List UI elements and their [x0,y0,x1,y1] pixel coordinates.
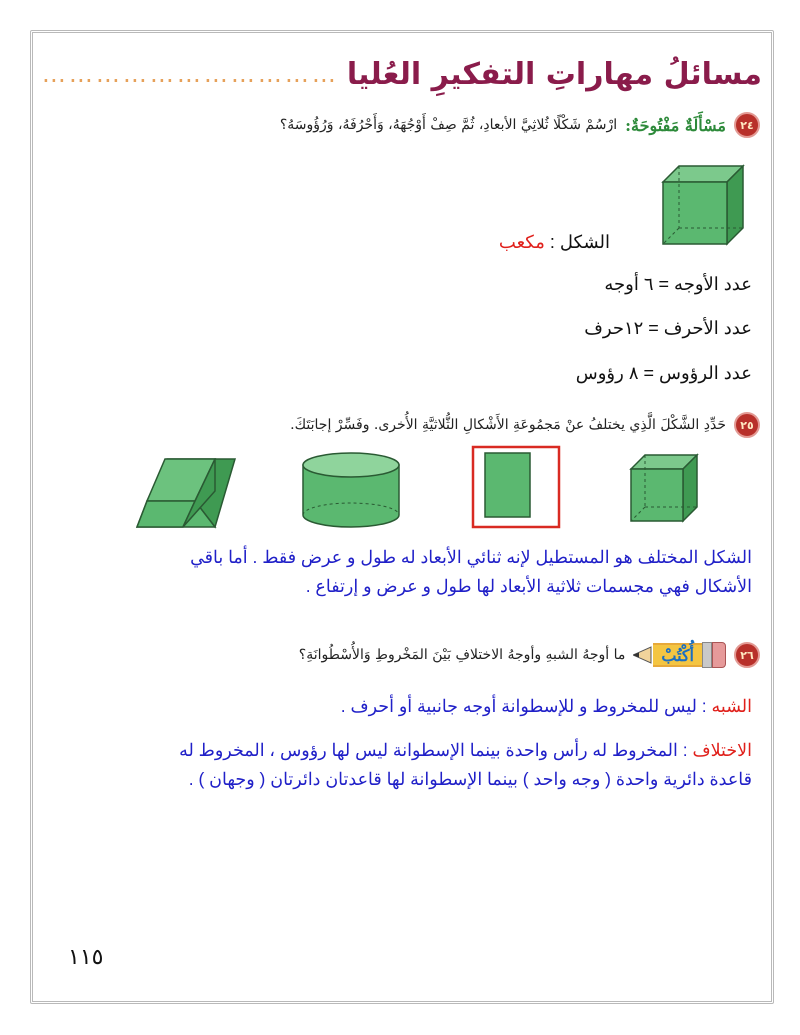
question-24 [280,112,760,138]
shape-label: الشكل : [544,232,610,252]
shapes-row [135,445,755,535]
difference-line1: : المخروط له رأس واحدة بينما الإسطوانة ليس لها رؤوس ، المخروط له [179,740,693,760]
difference-answer [52,736,752,794]
vertices-count: عدد الرؤوس = ٨ رؤوس [575,363,752,383]
write-tag-label: أُكْتُبْ [661,645,694,665]
page-number: ١١٥ [68,944,104,969]
rectangle-shape [473,447,559,527]
question-text: ارْسُمْ شَكْلًا ثُلاثِيَّ الأبعادِ، ثُمَّ صِفْ أَوْجُهَهُ، وَأَحْرُفَهُ، وَرُؤُوسَهُ؟ [279,117,618,133]
question-number-badge: ٢٥ [734,412,760,438]
faces-count: عدد الأوجه = ٦ أوجه [604,274,752,294]
answer-25-line1: الشكل المختلف هو المستطيل لإنه ثنائي الأبعاد له طول و عرض فقط . أما باقي [190,547,752,567]
similarity-label: الشبه [711,696,752,716]
pencil-ferrule [702,642,712,668]
pencil-body [653,643,702,667]
similarity-answer [52,692,752,721]
answer-25 [52,543,752,601]
cube-shape [631,455,697,521]
difference-line2: قاعدة دائرية واحدة ( وجه واحد ) بينما الإسطوانة لها قاعدتان دائرتان ( وجهان ) . [188,769,752,789]
question-number-badge: ٢٦ [734,642,760,668]
pencil-tip-icon [633,645,653,665]
shape-value: مكعب [498,232,545,252]
shape-name-line [499,232,610,253]
parallelepiped-shape [137,459,235,527]
difference-label: الاختلاف [692,740,752,760]
open-question-label: مَسْأَلَةٌ مَفْتُوحَةٌ: [625,115,726,135]
answer-25-line2: الأشكال فهي مجسمات ثلاثية الأبعاد لها طول و عرض و إرتفاع . [305,576,752,596]
question-number-badge: ٢٤ [734,112,760,138]
title-dots: …………………………… [41,60,339,88]
cube-drawing [655,160,750,250]
question-text: ما أوجهُ الشبهِ وأوجهُ الاختلافِ بَيْنَ المَخْروطِ وَالأُسْطُوانَةِ؟ [298,647,626,663]
write-tag [633,642,726,668]
cylinder-shape [303,453,399,527]
question-26 [299,642,760,668]
question-text: حَدِّدِ الشَّكْلَ الَّذِي يختلفُ عنْ مَجمُوعَةِ الأَشْكالِ الثُّلاثيَّةِ الأُخرى. وفَسِّرْ إجابَتَكَ. [290,417,726,433]
edges-count: عدد الأحرف = ١٢حرف [584,318,752,338]
section-title-text: مسائلُ مهاراتِ التفكيرِ العُليا [346,56,762,92]
pencil-eraser [712,642,726,668]
section-title [41,48,762,100]
similarity-text: : ليس للمخروط و للإسطوانة أوجه جانبية أو أحرف . [340,696,712,716]
question-25 [290,412,760,438]
